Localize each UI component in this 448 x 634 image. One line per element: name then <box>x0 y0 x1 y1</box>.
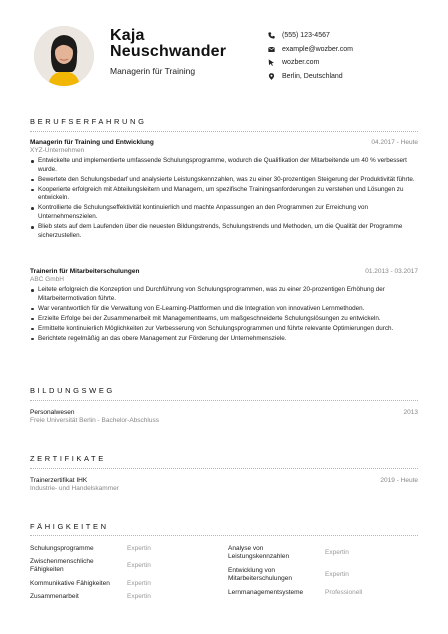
skill-name: Zusammenarbeit <box>30 593 79 600</box>
candidate-first-name: Kaja <box>110 27 145 44</box>
contact-phone <box>268 29 353 43</box>
job-bullet: Leitete erfolgreich die Konzeption und Durchführung von Schulungsprogrammen, was zu einer 20-prozentigen Erhöhung der Mitarbeitermotivation führte. <box>30 286 418 303</box>
experience-entry <box>30 139 418 242</box>
contact-email-text[interactable]: example@wozber.com <box>282 45 353 53</box>
job-title: Trainerin für Mitarbeiterschulungen <box>30 268 140 275</box>
section-title-experience: BERUFSERFAHRUNG <box>30 117 147 126</box>
job-bullets <box>30 157 418 240</box>
skill-name: Schulungsprogramme <box>30 545 94 552</box>
section-divider <box>30 468 418 469</box>
education-entry <box>30 409 418 425</box>
job-bullet: Blieb stets auf dem Laufenden über die neuesten Bildungstrends, Schulungstrends und Methoden, um die Qualität der Programme sicherzustellen. <box>30 223 418 240</box>
job-date: 01.2013 - 03.2017 <box>365 268 418 275</box>
job-company: ABC GmbH <box>30 276 64 283</box>
experience-entry <box>30 268 418 345</box>
certificate-date: 2019 - Heute <box>380 477 418 484</box>
education-institution: Freie Universität Berlin - Bachelor-Abschluss <box>30 417 159 424</box>
profile-photo-illustration <box>34 26 94 86</box>
skill-name: Lernmanagementsysteme <box>228 589 304 596</box>
job-bullets <box>30 286 418 344</box>
job-date: 04.2017 - Heute <box>371 139 418 146</box>
skill-level: Expertin <box>127 580 151 587</box>
section-divider <box>30 131 418 132</box>
job-company: XYZ-Unternehmen <box>30 147 85 154</box>
contact-website-text[interactable]: wozber.com <box>282 59 320 67</box>
section-title-education: BILDUNGSWEG <box>30 386 115 395</box>
section-divider <box>30 535 418 536</box>
skill-item <box>228 545 418 561</box>
location-pin-icon <box>268 73 275 80</box>
cursor-icon <box>268 59 275 66</box>
mail-icon <box>268 46 275 53</box>
phone-icon <box>268 32 275 39</box>
candidate-role: Managerin für Training <box>110 66 196 76</box>
certificate-title: Trainerzertifikat IHK <box>30 477 88 484</box>
skill-name: Zwischenmenschliche Fähigkeiten <box>30 558 94 573</box>
contact-email <box>268 43 353 57</box>
section-divider <box>30 400 418 401</box>
job-bullet: Berichtete regelmäßig an das obere Management zur Förderung der Unternehmensziele. <box>30 335 418 344</box>
skill-item <box>30 558 220 574</box>
job-bullet: War verantwortlich für die Verwaltung von E-Learning-Plattformen und die Integration von innovativen Lernmethoden. <box>30 305 418 314</box>
skill-level: Expertin <box>127 562 151 569</box>
job-bullet: Entwickelte und implementierte umfassende Schulungsprogramme, wodurch die Qualifikation der Mitarbeitende um 40 % verbessert wurde. <box>30 157 418 174</box>
skill-name: Analyse von Leistungskennzahlen <box>228 545 290 560</box>
section-title-skills: FÄHIGKEITEN <box>30 522 109 531</box>
contact-list <box>268 29 353 83</box>
job-title: Managerin für Training und Entwicklung <box>30 139 154 146</box>
section-title-certificates: ZERTIFIKATE <box>30 454 106 463</box>
contact-website <box>268 56 353 70</box>
job-bullet: Erzielte Erfolge bei der Zusammenarbeit mit Managementteams, um maßgeschneiderte Schulungslösungen zu entwickeln. <box>30 315 418 324</box>
education-title: Personalwesen <box>30 409 75 416</box>
contact-phone-text[interactable]: (555) 123-4567 <box>282 32 330 40</box>
certificate-entry <box>30 477 418 493</box>
job-bullet: Bewertete den Schulungsbedarf und analysierte Leistungskennzahlen, was zu einer 30-prozentigen Steigerung der Produktivität führte. <box>30 176 418 185</box>
certificate-issuer: Industrie- und Handelskammer <box>30 485 119 492</box>
job-bullet: Kontrollierte die Schulungseffektivität kontinuierlich und machte Anpassungen an den Programmen zur Erreichung von Unternehmenszielen. <box>30 204 418 221</box>
skill-level: Expertin <box>127 593 151 600</box>
skill-level: Expertin <box>325 571 349 578</box>
contact-location-text: Berlin, Deutschland <box>282 72 343 80</box>
skill-level: Professionell <box>325 589 363 596</box>
contact-location <box>268 70 353 84</box>
profile-photo <box>34 26 94 86</box>
skill-name: Entwicklung von Mitarbeiterschulungen <box>228 567 292 582</box>
education-date: 2013 <box>403 409 418 416</box>
candidate-last-name: Neuschwander <box>110 43 227 60</box>
skill-item <box>228 567 418 583</box>
candidate-name <box>110 28 226 60</box>
job-bullet: Ermittelte kontinuierlich Möglichkeiten zur Verbesserung von Schulungsprogrammen und führte relevante Optimierungen durch. <box>30 325 418 334</box>
resume-header <box>0 0 448 100</box>
skill-level: Expertin <box>127 545 151 552</box>
skill-name: Kommunikative Fähigkeiten <box>30 580 110 587</box>
job-bullet: Kooperierte erfolgreich mit Abteilungsleitern und Managern, um spezifische Trainingsanforderungen zu verstehen und Lösungen zu entwickeln. <box>30 186 418 203</box>
skill-level: Expertin <box>325 549 349 556</box>
